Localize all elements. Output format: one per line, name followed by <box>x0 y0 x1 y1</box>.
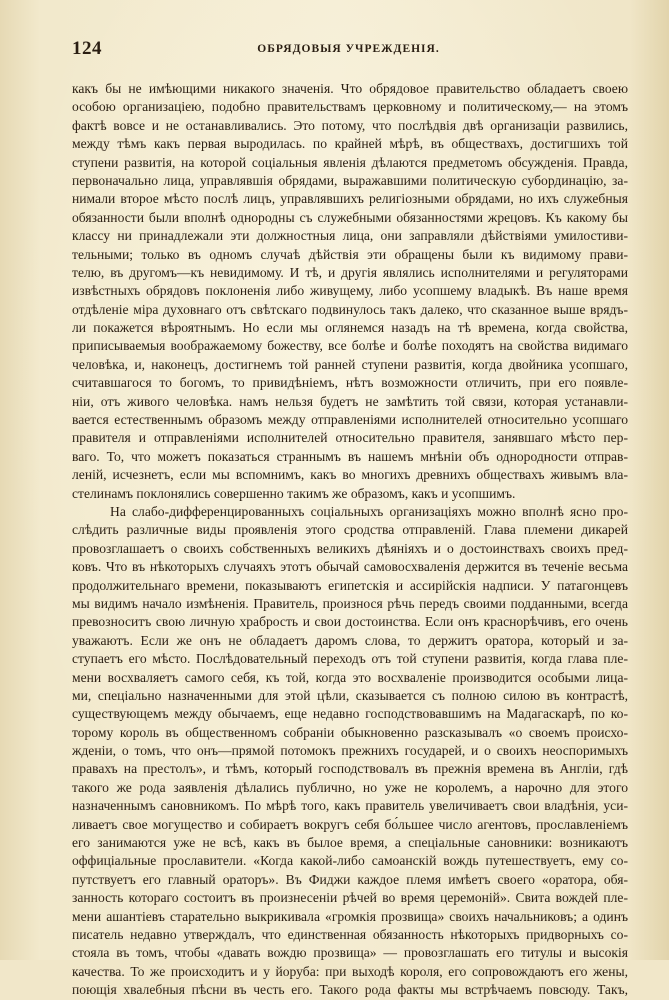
paragraph-2 <box>72 503 628 1000</box>
text-line: слѣдить различные виды проявленія этого сродства отправленій. Глава племени дикарей <box>72 522 628 538</box>
text-line: обязанности были вполнѣ однородны съ служебными обязанностями жрецовъ. Къ какому бы <box>72 209 628 225</box>
text-line: ступени развитія, на которой соціальныя явленія дѣлаются предметомъ обсужденія. Правда, <box>72 154 628 170</box>
text-line: правахъ на престолъ», и тѣмъ, который господствовалъ въ прежнія времена въ Англіи, гдѣ <box>72 761 628 777</box>
text-line: жденіи, о томъ, что онъ—прямой потомокъ прежнихъ государей, и о своихъ неоспоримыхъ <box>72 743 628 759</box>
page-header <box>72 38 625 60</box>
text-line: оффиціальные прославители. «Когда какой-либо самоанскій вождь путешествуетъ, ему со- <box>72 853 628 869</box>
body-text <box>72 80 628 1000</box>
text-line: ступаетъ его мѣсто. Послѣдовательный переходъ отъ той ступени развитія, когда глава пле- <box>72 651 628 667</box>
text-line: существующемъ между обычаемъ, еще недавно господствовавшимъ на Мадагаскарѣ, по ко- <box>72 706 628 722</box>
text-line: качества. То же происходитъ и у йоруба: при выходѣ короля, его сопровождаютъ его жены, <box>72 963 628 979</box>
text-line: особою организаціею, подобно правительствамъ церковному и политическому,— на этомъ <box>72 99 628 115</box>
text-line: стелинамъ поклонялись совершенно такимъ же образомъ, какъ и усопшимъ. <box>72 485 516 501</box>
text-line: ковъ. Что въ нѣкоторыхъ случаяхъ этотъ обычай самовосхваленія держится въ теченіе весьма <box>72 559 628 575</box>
text-line: ваго. То, что можетъ показаться страннымъ въ нашемъ мнѣніи объ однородности отправ- <box>72 448 628 464</box>
text-line: ливаетъ свое могущество и собираетъ вокругъ себя бо́льшее число агентовъ, прославленіемъ <box>72 816 628 832</box>
text-line: какъ бы не имѣющими никакого значенія. Что обрядовое правительство обладаетъ своею <box>72 81 628 96</box>
text-line: назначеннымъ сановникомъ. По мѣрѣ того, какъ правитель увеличиваетъ свои владѣнія, уси- <box>72 798 628 814</box>
text-line: ли покажется вѣроятнымъ. Но если мы оглянемся назадъ на тѣ времена, когда свойства, <box>72 320 628 336</box>
text-line: уважаютъ. Если же онъ не обладаетъ даромъ слова, то держитъ оратора, который и за- <box>72 632 628 648</box>
text-line: леній, исчезнетъ, если мы вспомнимъ, какъ во многихъ древнихъ обществахъ живымъ вла- <box>72 467 628 483</box>
text-line: классу ни принадлежали эти должностныя лица, они заправляли дѣйствіями умилостиви- <box>72 228 628 244</box>
text-line: поющія хвалебныя пѣсни въ честь его. Такого рода факты мы встрѣчаемъ повсюду. Такъ, <box>72 982 628 998</box>
page-number: 124 <box>72 38 102 59</box>
text-line: между тѣмъ какъ первая выродилась. по крайней мѣрѣ, въ обществахъ, достигшихъ той <box>72 136 628 152</box>
text-line: тельными; только въ одномъ случаѣ дѣйствія эти обращены были къ видимому прави- <box>72 246 628 262</box>
text-line: телю, въ другомъ—къ невидимому. И тѣ, и другія являлись исполнителями и регуляторами <box>72 264 628 280</box>
text-line: мени ашантіевъ старательно выкрикивала «громкія прозвища» своихъ начальниковъ; а одинъ <box>72 908 628 924</box>
text-line: первоначально лица, управлявшія обрядами, выражавшими политическую субординацію, за- <box>72 172 628 188</box>
text-line: вается естественнымъ образомъ между отправленіями исполнителей относительно усопшаго <box>72 412 628 428</box>
text-line: считавшагося то богомъ, то привидѣніемъ, нѣтъ возможности отличить, при его появле- <box>72 375 628 391</box>
text-line: извѣстныхъ обрядовъ поклоненія либо живущему, либо усопшему владыкѣ. Въ наше время <box>72 283 628 299</box>
text-line: фактѣ вовсе и не останавливались. Это потому, что послѣдвія двѣ организаціи развились, <box>72 117 628 133</box>
text-line: торому король въ общественномъ собраніи обыкновенно разсказывалъ «о своемъ происхо- <box>72 724 628 740</box>
text-line: человѣка, и, наконецъ, достигнемъ той ранней ступени развитія, когда двойника усопшаго, <box>72 356 628 372</box>
text-line: путствуетъ его главный ораторъ». Въ Фиджи каждое племя имѣетъ своего «оратора, обя- <box>72 871 628 887</box>
text-line: На слабо-дифференцированныхъ соціальныхъ организаціяхъ можно вполнѣ ясно про- <box>110 503 628 519</box>
text-line: мени восхваляетъ самого себя, къ той, когда это восхваленіе производится особыми лица- <box>72 669 628 685</box>
text-line: отдѣленіе міра духовнаго отъ свѣтскаго подвинулось такъ далеко, что сказанное выше врядъ- <box>72 301 628 317</box>
text-line: ніи, отъ живого человѣка. намъ нельзя будетъ не замѣтить той связи, которая устанавли- <box>72 393 628 409</box>
text-line: его занимаются уже не всѣ, какъ въ былое время, а спеціальные сановники: возникаютъ <box>72 835 628 851</box>
text-line: продолжительнаго времени, показываютъ египетскія и ассирійскія надписи. У патагонцевъ <box>72 577 628 593</box>
text-line: провозглашаетъ о своихъ собственныхъ великихъ дѣяніяхъ и о достоинствахъ своихъ пред- <box>72 540 628 556</box>
text-line: правителя и отправленіями исполнителей относительно правителя, занявшаго мѣсто пер- <box>72 430 628 446</box>
text-line: ми, спеціально назначенными для этой цѣли, сказывается съ полною силою въ контрастѣ, <box>72 687 628 703</box>
text-line: нимали второе мѣсто послѣ лицъ, управлявшихъ религіозными обрядами, но ихъ служебныя <box>72 191 628 207</box>
text-line: приписываемыя воображаемому божеству, все болѣе и болѣе походятъ на свойства видимаго <box>72 338 628 354</box>
text-line: писатель недавно утверждалъ, что единственная обязанность нѣкоторыхъ придворныхъ со- <box>72 926 628 942</box>
text-line: превозноситъ свою личную храбрость и свои достоинства. Если онъ краснорѣчивъ, его очень <box>72 614 628 630</box>
paragraph-1 <box>72 80 628 503</box>
running-title: ОБРЯДОВЫЯ УЧРЕЖДЕНІЯ. <box>257 43 440 55</box>
text-line: стояла въ томъ, чтобы «давать вождю прозвища» — провозглашать его титулы и высокія <box>72 945 628 961</box>
text-line: мы видимъ начало измѣненія. Правитель, произнося рѣчь передъ своими подданными, всегда <box>72 595 628 611</box>
text-line: занность котораго состоитъ въ произнесеніи рѣчей во время церемоній». Свита вождей пле- <box>72 890 628 906</box>
text-line: такого же рода заявленія дѣлались публично, но уже не королемъ, а нарочно для этого <box>72 779 628 795</box>
